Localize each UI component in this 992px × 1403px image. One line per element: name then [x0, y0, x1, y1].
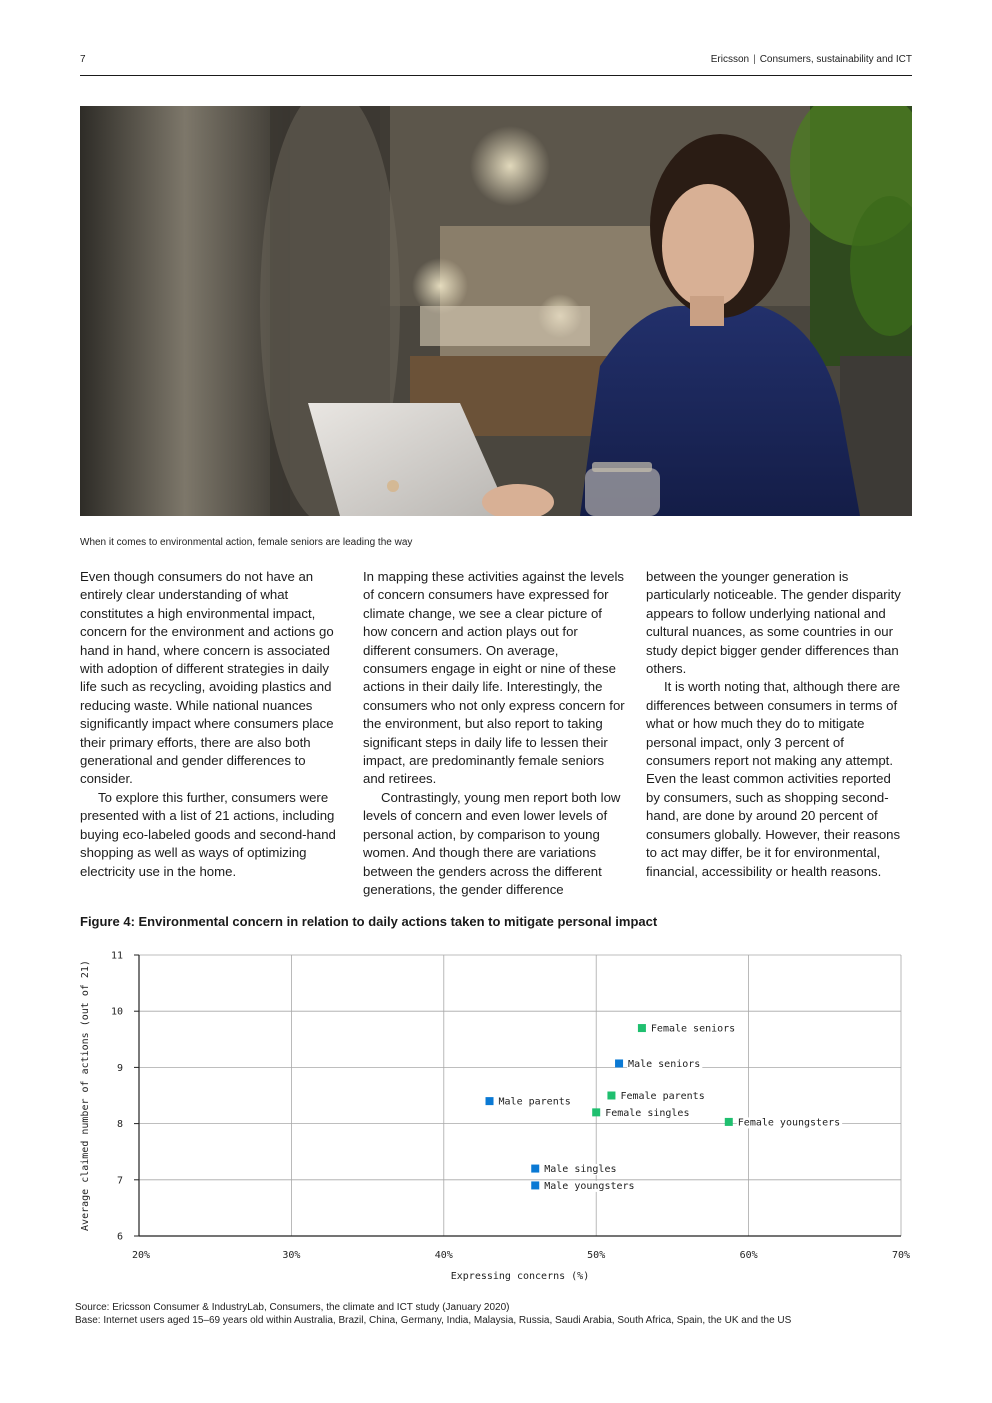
paragraph: To explore this further, consumers were presented with a list of 21 actions, including buying eco-labeled goods and second-hand shopping as well as ways of optimizing electricity use in the home. [80, 789, 336, 879]
report-title: Consumers, sustainability and ICT [759, 54, 912, 65]
data-point [531, 1164, 618, 1175]
paragraph: It is worth noting that, although there are differences between consumers in terms of what or how much they do to mitigate personal impact, only 3 percent of consumers report not making any attempt. Even the least common activities reported by consumers, such as shopping second-hand, are done by around 20 percent of consumers globally. However, their reasons to act may differ, be it for environmental, financial, accessibility or health reasons. [646, 679, 901, 879]
point-label: Female seniors [650, 1023, 736, 1035]
data-point [638, 1024, 737, 1035]
chart-points [486, 1024, 843, 1192]
point-label: Male seniors [628, 1058, 701, 1070]
x-tick-label: 30% [282, 1250, 301, 1261]
body-column-3 [646, 568, 908, 881]
header-rule [80, 75, 912, 76]
paragraph: Even though consumers do not have an entirely clear understanding of what constitutes a high environmental impact, concern for the environment and actions go hand in hand, where concern is associated with adoption of different strategies in daily life such as recycling, avoiding plastics and reducing waste. While national nuances significantly impact where consumers place their primary efforts, there are also both generational and gender differences to consider. [80, 569, 334, 787]
data-point [592, 1108, 691, 1119]
base-line: Base: Internet users aged 15–69 years old within Australia, Brazil, China, Germany, India, Malaysia, Russia, Saudi Arabia, South Africa, Spain, the UK and the US [75, 1315, 792, 1326]
point-label: Male parents [498, 1096, 571, 1108]
hero-photo [80, 106, 912, 516]
page-header [80, 52, 912, 68]
y-tick-label: 8 [116, 1119, 123, 1131]
point-marker [592, 1108, 600, 1116]
photo-caption: When it comes to environmental action, female seniors are leading the way [80, 537, 413, 548]
publisher-name: Ericsson [710, 54, 750, 65]
point-marker [486, 1097, 494, 1105]
point-marker [615, 1059, 623, 1067]
paragraph: Contrastingly, young men report both low levels of concern and even lower levels of personal action, by comparison to young women. And though there are variations between the genders across the different generations, the gender difference [363, 789, 621, 897]
x-tick-label: 60% [739, 1250, 758, 1261]
point-marker [607, 1092, 615, 1100]
point-label: Female parents [620, 1091, 705, 1102]
body-column-2 [363, 568, 625, 899]
x-tick-label: 50% [587, 1250, 606, 1261]
point-marker [638, 1024, 646, 1032]
data-point [615, 1059, 702, 1070]
point-marker [531, 1181, 539, 1189]
figure-title: Figure 4: Environmental concern in relation to daily actions taken to mitigate personal impact [80, 914, 658, 929]
data-point [607, 1091, 706, 1102]
data-point [725, 1117, 842, 1128]
y-tick-label: 9 [116, 1062, 123, 1074]
x-tick-label: 70% [891, 1250, 911, 1261]
paragraph: between the younger generation is particularly noticeable. The gender disparity appears to follow underlying national and cultural nuances, as some countries in our study depict bigger gender differences than others. [646, 569, 901, 677]
body-column-1 [80, 568, 342, 881]
source-note [75, 1301, 791, 1327]
point-label: Female youngsters [737, 1117, 841, 1129]
point-marker [725, 1118, 733, 1126]
page-number: 7 [80, 54, 86, 65]
chart-grid [139, 955, 901, 1236]
title-separator: | [753, 54, 756, 65]
x-axis-label: Expressing concerns (%) [450, 1271, 590, 1282]
y-tick-label: 6 [116, 1231, 123, 1243]
data-point [486, 1097, 573, 1108]
point-label: Male singles [544, 1164, 617, 1176]
data-point [531, 1181, 636, 1192]
point-marker [531, 1165, 539, 1173]
scatter-chart [76, 945, 916, 1290]
chart-svg [76, 945, 916, 1290]
point-label: Female singles [605, 1107, 690, 1119]
x-tick-label: 20% [131, 1250, 151, 1261]
paragraph: In mapping these activities against the levels of concern consumers have expressed for climate change, we see a clear picture of how concern and action plays out for different consumers. On average, consumers engage in eight or nine of these actions in their daily life. Interestingly, the consumers who not only express concern for the environment, but also report to taking significant steps in daily life to lessen their impact, are predominantly female seniors and retirees. [363, 569, 625, 787]
y-axis-label: Average claimed number of actions (out of 21) [80, 960, 91, 1231]
running-title [711, 54, 912, 65]
point-label: Male youngsters [544, 1180, 635, 1192]
chart-axes [139, 955, 901, 1236]
y-tick-label: 10 [110, 1006, 123, 1018]
photo-illustration [80, 106, 912, 516]
source-line: Source: Ericsson Consumer & IndustryLab, Consumers, the climate and ICT study (January 2020) [75, 1302, 510, 1313]
x-tick-label: 40% [434, 1250, 453, 1261]
y-tick-label: 11 [110, 950, 123, 962]
y-tick-label: 7 [116, 1175, 123, 1187]
